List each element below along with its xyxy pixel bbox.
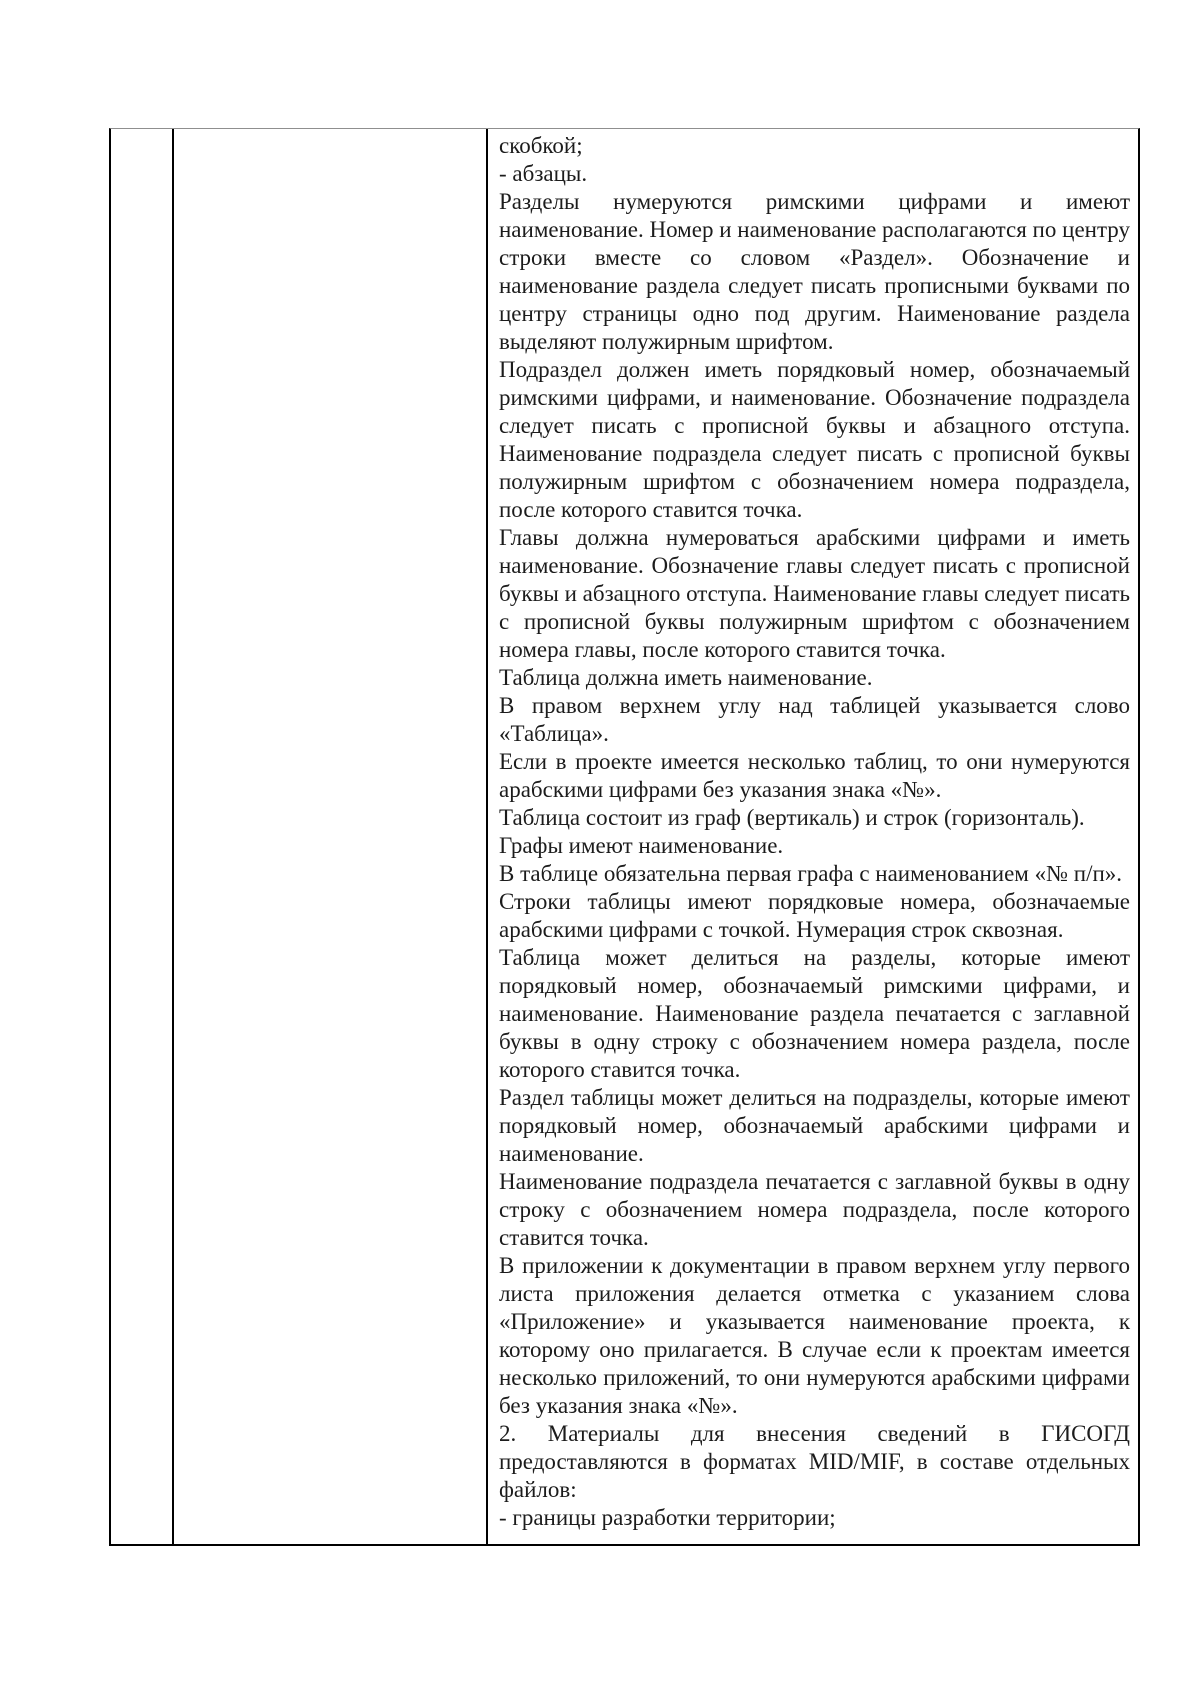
paragraph-razdel-podrazdely: Раздел таблицы может делиться на подразделы, которые имеют порядковый номер, обозначаемый арабскими цифрами и наименование. (499, 1085, 1130, 1166)
paragraph-prilozhenie: В приложении к документации в правом верхнем углу первого листа приложения делается отметка с указанием слова «Приложение» и указывается наименование проекта, к которому оно прилагается. В случае если к проектам имеется несколько приложений, то они нумеруются арабскими цифрами без указания знака «№». (499, 1253, 1130, 1418)
paragraph-naimenovanie-podrazdela: Наименование подраздела печатается с заглавной буквы в одну строку с обозначением номера подраздела, после которого ставится точка. (499, 1169, 1130, 1250)
table-cell-col2-empty (174, 129, 488, 1544)
paragraph-podrazdel-numeration: Подраздел должен иметь порядковый номер, обозначаемый римскими цифрами, и наименование. Обозначение подраздела следует писать с прописной буквы и абзацного отступа. Наименование подраздела следует писать с прописной буквы полужирным шрифтом с обозначением номера подраздела, после которого ставится точка. (499, 357, 1130, 522)
table-cell-requirements-text (488, 129, 1138, 1544)
paragraph-tablitsa-word-placement: В правом верхнем углу над таблицей указывается слово «Таблица». (499, 693, 1130, 746)
paragraph-tablitsa-graf-strok: Таблица состоит из граф (вертикаль) и строк (горизонталь). (499, 805, 1085, 830)
paragraph-continuation-skobkoy: скобкой; (499, 133, 583, 158)
paragraph-tablitsa-razdely: Таблица может делиться на разделы, которые имеют порядковый номер, обозначаемый римскими цифрами, и наименование. Наименование раздела печатается с заглавной буквы в одну строку с обозначением номера раздела, после которого ставится точка. (499, 945, 1130, 1082)
table-cell-col1-empty (111, 129, 174, 1544)
list-item-granitsy-territorii: - границы разработки территории; (499, 1505, 836, 1530)
paragraph-razdely-numeration: Разделы нумеруются римскими цифрами и имеют наименование. Номер и наименование располагаются по центру строки вместе со словом «Раздел». Обозначение и наименование раздела следует писать прописными буквами по центру страницы одно под другим. Наименование раздела выделяют полужирным шрифтом. (499, 189, 1130, 354)
document-table (109, 128, 1140, 1546)
paragraph-stroki-numeration: Строки таблицы имеют порядковые номера, обозначаемые арабскими цифрами с точкой. Нумерация строк сквозная. (499, 889, 1130, 942)
paragraph-pervaya-grafa: В таблице обязательна первая графа с наименованием «№ п/п». (499, 861, 1123, 886)
paragraph-grafy-naimenovanie: Графы имеют наименование. (499, 833, 784, 858)
paragraph-neskolko-tablits: Если в проекте имеется несколько таблиц, то они нумеруются арабскими цифрами без указания знака «№». (499, 749, 1130, 802)
paragraph-glavy-numeration: Главы должна нумероваться арабскими цифрами и иметь наименование. Обозначение главы следует писать с прописной буквы и абзацного отступа. Наименование главы следует писать с прописной буквы полужирным шрифтом с обозначением номера главы, после которого ставится точка. (499, 525, 1130, 662)
paragraph-tablitsa-naimenovanie: Таблица должна иметь наименование. (499, 665, 873, 690)
list-item-abzatsy: - абзацы. (499, 161, 588, 186)
paragraph-materialy-gisogd: 2. Материалы для внесения сведений в ГИСОГД предоставляются в форматах MID/MIF, в составе отдельных файлов: (499, 1421, 1130, 1502)
